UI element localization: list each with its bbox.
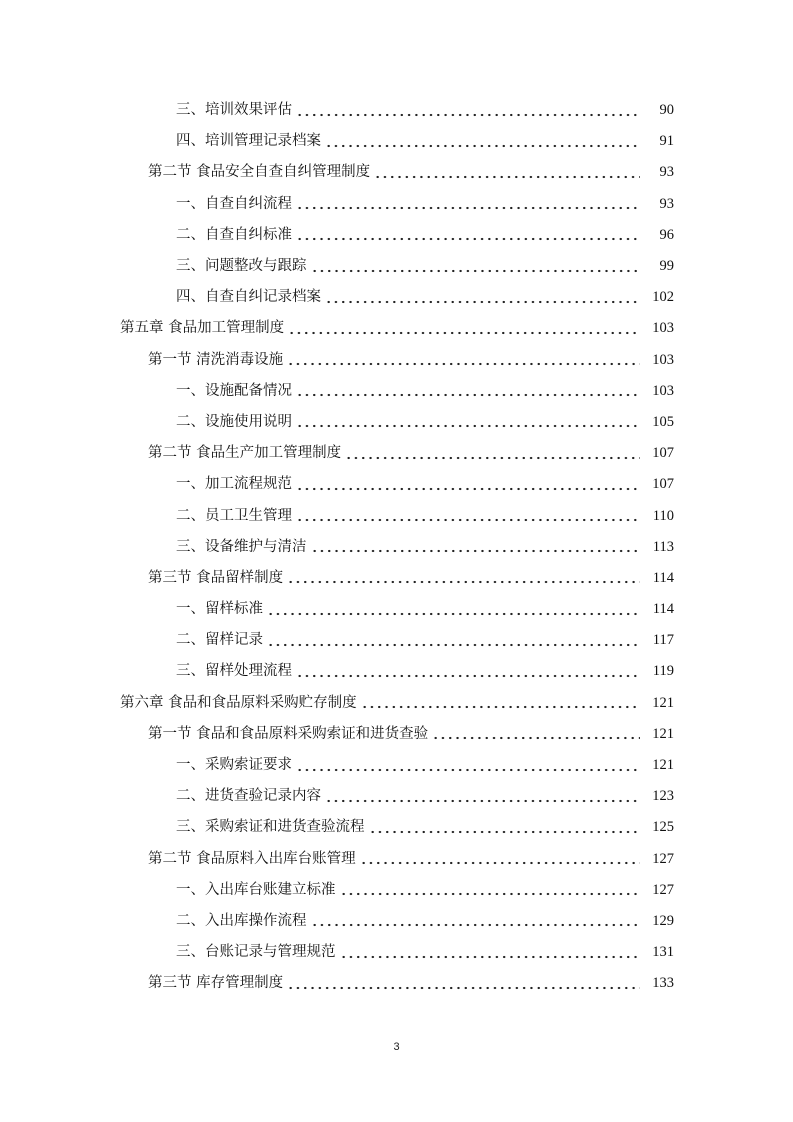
dot-leader: [296, 484, 640, 494]
toc-entry[interactable]: [0, 781, 793, 812]
toc-entry-title: 第一节 清洗消毒设施: [148, 351, 284, 368]
toc-entry[interactable]: [0, 937, 793, 968]
toc-entry-title: 三、采购索证和进货查验流程: [176, 819, 365, 836]
toc-entry[interactable]: [0, 220, 793, 251]
toc-entry[interactable]: [0, 656, 793, 687]
toc-entry-title: 三、台账记录与管理规范: [176, 944, 336, 961]
toc-entry-page: 103: [652, 351, 674, 368]
dot-leader: [311, 266, 641, 276]
toc-entry-title: 一、留样标准: [176, 601, 263, 618]
dot-leader: [267, 640, 640, 650]
toc-entry[interactable]: [0, 407, 793, 438]
toc-entry[interactable]: [0, 500, 793, 531]
dot-leader: [340, 952, 641, 962]
toc-entry[interactable]: [0, 157, 793, 188]
toc-entry[interactable]: [0, 750, 793, 781]
toc-entry-page: 103: [652, 320, 674, 337]
toc-entry-page: 90: [659, 102, 674, 119]
dot-leader: [287, 359, 640, 369]
toc-entry-page: 117: [652, 632, 674, 649]
toc-entry[interactable]: [0, 688, 793, 719]
toc-entry-page: 93: [659, 195, 674, 212]
toc-entry-page: 110: [652, 507, 674, 524]
toc-entry-page: 107: [652, 476, 674, 493]
toc-entry[interactable]: [0, 126, 793, 157]
toc-entry-page: 127: [652, 881, 674, 898]
dot-leader: [296, 390, 640, 400]
dot-leader: [296, 421, 640, 431]
toc-entry-page: 114: [652, 569, 674, 586]
toc-entry[interactable]: [0, 282, 793, 313]
toc-entry-title: 二、入出库操作流程: [176, 912, 307, 929]
toc-entry-title: 二、员工卫生管理: [176, 507, 292, 524]
dot-leader: [288, 328, 640, 338]
toc-entry-title: 三、问题整改与跟踪: [176, 258, 307, 275]
toc-entry[interactable]: [0, 719, 793, 750]
toc-entry-page: 103: [652, 382, 674, 399]
toc-entry-title: 一、设施配备情况: [176, 382, 292, 399]
toc-entry-title: 二、进货查验记录内容: [176, 788, 321, 805]
toc-entry-page: 121: [652, 694, 674, 711]
toc-entry-title: 四、自查自纠记录档案: [176, 289, 321, 306]
dot-leader: [374, 172, 640, 182]
toc-entry-title: 三、留样处理流程: [176, 663, 292, 680]
toc-entry-title: 第三节 库存管理制度: [148, 975, 284, 992]
toc-entry[interactable]: [0, 625, 793, 656]
toc-entry-title: 第二节 食品生产加工管理制度: [148, 445, 342, 462]
dot-leader: [311, 920, 641, 930]
toc-entry-page: 96: [659, 226, 674, 243]
toc-entry-title: 一、加工流程规范: [176, 476, 292, 493]
toc-entry[interactable]: [0, 968, 793, 999]
dot-leader: [287, 983, 640, 993]
toc-entry[interactable]: [0, 95, 793, 126]
dot-leader: [296, 234, 640, 244]
dot-leader: [325, 796, 640, 806]
toc-entry[interactable]: [0, 251, 793, 282]
toc-entry[interactable]: [0, 438, 793, 469]
table-of-contents: [0, 95, 793, 999]
toc-entry[interactable]: [0, 345, 793, 376]
dot-leader: [296, 515, 640, 525]
dot-leader: [296, 671, 640, 681]
dot-leader: [361, 702, 640, 712]
dot-leader: [296, 765, 640, 775]
toc-entry-title: 一、入出库台账建立标准: [176, 881, 336, 898]
toc-entry-title: 一、自查自纠流程: [176, 195, 292, 212]
dot-leader: [311, 546, 641, 556]
toc-entry-page: 121: [652, 725, 674, 742]
toc-entry-page: 114: [652, 601, 674, 618]
toc-entry[interactable]: [0, 189, 793, 220]
toc-entry-title: 第二节 食品原料入出库台账管理: [148, 850, 356, 867]
toc-entry-page: 131: [652, 944, 674, 961]
toc-entry-title: 第一节 食品和食品原料采购索证和进货查验: [148, 725, 429, 742]
toc-entry[interactable]: [0, 906, 793, 937]
toc-entry-title: 一、采购索证要求: [176, 757, 292, 774]
toc-entry-page: 119: [652, 663, 674, 680]
dot-leader: [340, 889, 641, 899]
dot-leader: [267, 609, 640, 619]
toc-entry-title: 二、设施使用说明: [176, 413, 292, 430]
toc-entry-page: 102: [652, 289, 674, 306]
toc-entry-page: 93: [659, 164, 674, 181]
toc-entry-title: 第三节 食品留样制度: [148, 569, 284, 586]
toc-entry-page: 113: [652, 538, 674, 555]
toc-entry[interactable]: [0, 875, 793, 906]
toc-entry-page: 105: [652, 413, 674, 430]
toc-entry-page: 133: [652, 975, 674, 992]
toc-entry[interactable]: [0, 376, 793, 407]
dot-leader: [325, 141, 640, 151]
toc-entry-title: 三、培训效果评估: [176, 102, 292, 119]
toc-entry-page: 123: [652, 788, 674, 805]
dot-leader: [296, 203, 640, 213]
toc-entry-title: 第二节 食品安全自查自纠管理制度: [148, 164, 371, 181]
toc-entry-page: 121: [652, 757, 674, 774]
toc-entry-page: 107: [652, 445, 674, 462]
toc-entry-title: 二、自查自纠标准: [176, 226, 292, 243]
toc-entry[interactable]: [0, 532, 793, 563]
toc-entry[interactable]: [0, 313, 793, 344]
toc-entry-title: 二、留样记录: [176, 632, 263, 649]
toc-entry-page: 127: [652, 850, 674, 867]
toc-entry-title: 第六章 食品和食品原料采购贮存制度: [120, 694, 357, 711]
dot-leader: [296, 110, 640, 120]
toc-entry[interactable]: [0, 844, 793, 875]
toc-entry[interactable]: [0, 594, 793, 625]
toc-entry[interactable]: [0, 469, 793, 500]
dot-leader: [345, 453, 640, 463]
dot-leader: [360, 858, 640, 868]
toc-entry-title: 三、设备维护与清洁: [176, 538, 307, 555]
dot-leader: [325, 297, 640, 307]
dot-leader: [432, 733, 640, 743]
toc-entry[interactable]: [0, 812, 793, 843]
toc-entry-page: 91: [659, 133, 674, 150]
toc-entry-title: 第五章 食品加工管理制度: [120, 320, 285, 337]
toc-entry-page: 99: [659, 258, 674, 275]
toc-entry-page: 125: [652, 819, 674, 836]
page-number: 3: [393, 1041, 400, 1053]
dot-leader: [369, 827, 641, 837]
toc-entry-page: 129: [652, 912, 674, 929]
dot-leader: [287, 577, 640, 587]
toc-entry[interactable]: [0, 563, 793, 594]
toc-entry-title: 四、培训管理记录档案: [176, 133, 321, 150]
